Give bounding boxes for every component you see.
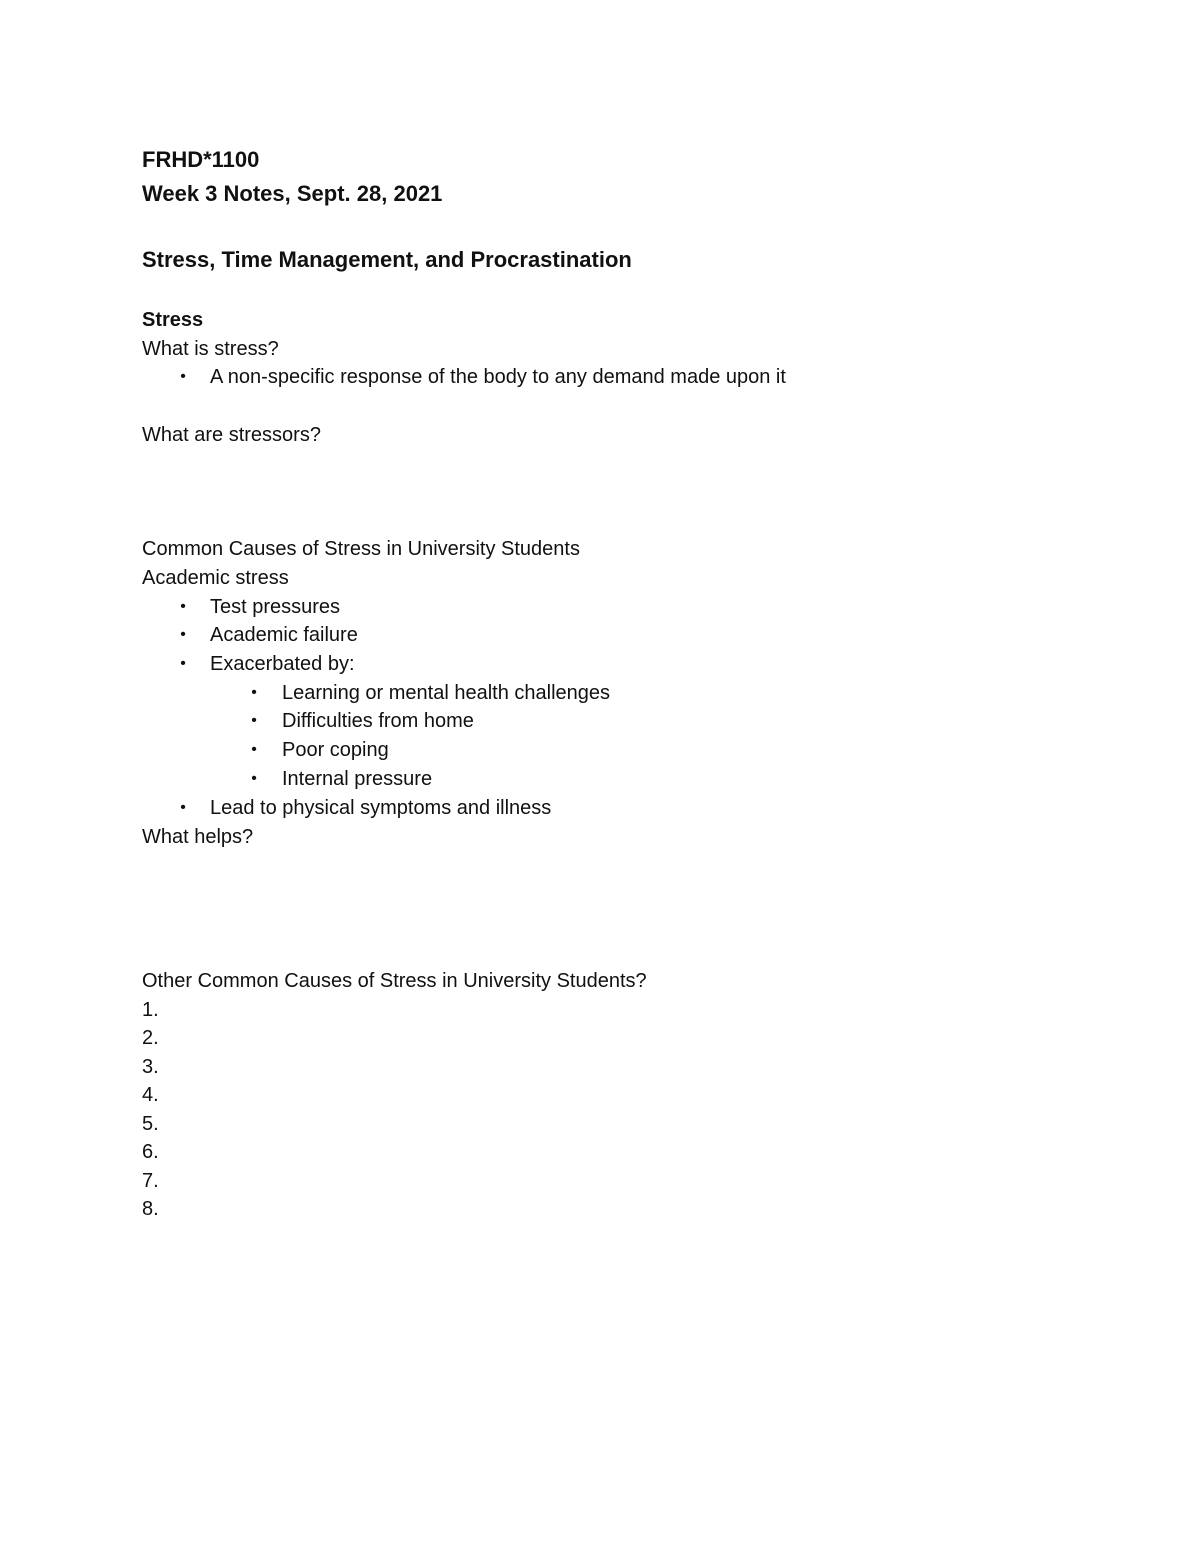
numbered-item: 5.	[142, 1113, 159, 1135]
numbered-item: 6.	[142, 1141, 159, 1163]
bullet-icon: •	[180, 799, 186, 816]
numbered-item: 3.	[142, 1056, 159, 1078]
bullet-icon: •	[180, 368, 186, 385]
bullet-icon: •	[251, 741, 257, 758]
bullet-icon: •	[251, 712, 257, 729]
numbered-item: 2.	[142, 1027, 159, 1049]
sub-list-item-text: Learning or mental health challenges	[282, 682, 610, 704]
sub-list-item-text: Internal pressure	[282, 768, 433, 790]
list-item-text: Test pressures	[210, 596, 341, 618]
section-heading-stress: Stress	[142, 309, 204, 331]
numbered-item: 8.	[142, 1198, 159, 1220]
list-item-text: Lead to physical symptoms and illness	[210, 797, 552, 819]
bullet-icon: •	[180, 598, 186, 615]
bullet-icon: •	[180, 655, 186, 672]
question-what-helps: What helps?	[142, 826, 254, 848]
course-code: FRHD*1100	[142, 147, 260, 172]
bullet-icon: •	[251, 684, 257, 701]
numbered-item: 7.	[142, 1170, 159, 1192]
sub-list-item-text: Difficulties from home	[282, 710, 474, 732]
numbered-item: 4.	[142, 1084, 159, 1106]
subheading-academic-stress: Academic stress	[142, 567, 289, 589]
list-item-text: Academic failure	[210, 624, 358, 646]
notes-date-title: Week 3 Notes, Sept. 28, 2021	[142, 181, 443, 206]
sub-list-item-text: Poor coping	[282, 739, 389, 761]
list-item-text: Exacerbated by:	[210, 653, 355, 675]
question-what-are-stressors: What are stressors?	[142, 424, 321, 446]
section-heading-common-causes: Common Causes of Stress in University Students	[142, 538, 580, 560]
bullet-icon: •	[180, 626, 186, 643]
numbered-item: 1.	[142, 999, 159, 1021]
bullet-icon: •	[251, 770, 257, 787]
question-what-is-stress: What is stress?	[142, 338, 279, 360]
topic-title: Stress, Time Management, and Procrastination	[142, 247, 632, 272]
list-item-text: A non-specific response of the body to any demand made upon it	[210, 366, 786, 388]
section-heading-other-causes: Other Common Causes of Stress in University Students?	[142, 970, 647, 992]
